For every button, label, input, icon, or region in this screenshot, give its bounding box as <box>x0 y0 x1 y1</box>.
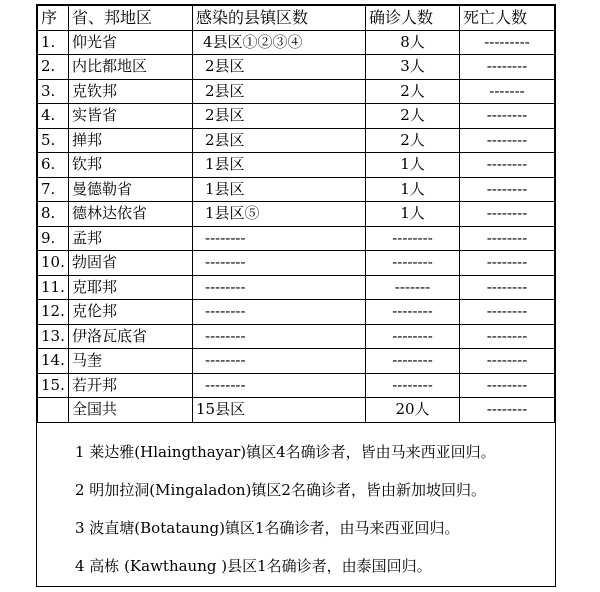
province-cell: 马奎 <box>69 349 193 374</box>
table-row <box>38 324 555 349</box>
province-cell: 钦邦 <box>69 153 193 178</box>
confirmed-cell: 8人 <box>366 30 460 55</box>
table-row <box>38 251 555 276</box>
confirmed-cell: -------- <box>366 373 460 398</box>
infected-cell: 2县区 <box>193 128 366 153</box>
confirmed-cell: 2人 <box>366 104 460 129</box>
row-number: 11. <box>38 275 69 300</box>
table-row <box>38 275 555 300</box>
row-number: 1. <box>38 30 69 55</box>
deaths-cell: --------- <box>460 30 555 55</box>
confirmed-cell: -------- <box>366 324 460 349</box>
confirmed-cell: 2人 <box>366 79 460 104</box>
confirmed-cell: -------- <box>366 251 460 276</box>
case-table <box>37 5 555 423</box>
total-row <box>38 398 555 423</box>
table-row <box>38 153 555 178</box>
infected-cell: 1县区⑤ <box>193 202 366 227</box>
deaths-cell: -------- <box>460 349 555 374</box>
deaths-cell: ------- <box>460 79 555 104</box>
deaths-cell: -------- <box>460 251 555 276</box>
row-number: 13. <box>38 324 69 349</box>
deaths-cell: -------- <box>460 55 555 80</box>
province-cell: 仰光省 <box>69 30 193 55</box>
province-cell: 孟邦 <box>69 226 193 251</box>
table-row <box>38 300 555 325</box>
header-confirmed: 确诊人数 <box>366 6 460 31</box>
confirmed-cell: ------- <box>366 275 460 300</box>
footnote: 1 莱达雅(Hlaingthayar)镇区4名确诊者，皆由马来西亚回归。 <box>75 443 496 461</box>
confirmed-cell: 3人 <box>366 55 460 80</box>
row-number: 12. <box>38 300 69 325</box>
infected-cell: 1县区 <box>193 153 366 178</box>
province-cell: 克钦邦 <box>69 79 193 104</box>
table-row <box>38 30 555 55</box>
row-number: 6. <box>38 153 69 178</box>
province-cell: 实皆省 <box>69 104 193 129</box>
infected-cell: -------- <box>193 300 366 325</box>
infected-cell: -------- <box>193 349 366 374</box>
confirmed-cell: -------- <box>366 300 460 325</box>
infected-cell: -------- <box>193 275 366 300</box>
row-number: 10. <box>38 251 69 276</box>
header-row <box>38 6 555 31</box>
deaths-cell: -------- <box>460 177 555 202</box>
table-row <box>38 373 555 398</box>
province-cell: 克伦邦 <box>69 300 193 325</box>
total-deaths: -------- <box>460 398 555 423</box>
header-seq: 序 <box>38 6 69 31</box>
table-row <box>38 202 555 227</box>
table-row <box>38 226 555 251</box>
deaths-cell: -------- <box>460 226 555 251</box>
province-cell: 伊洛瓦底省 <box>69 324 193 349</box>
confirmed-cell: -------- <box>366 349 460 374</box>
province-cell: 内比都地区 <box>69 55 193 80</box>
deaths-cell: -------- <box>460 275 555 300</box>
deaths-cell: -------- <box>460 104 555 129</box>
table-row <box>38 104 555 129</box>
confirmed-cell: -------- <box>366 226 460 251</box>
total-label: 全国共 <box>69 398 193 423</box>
infected-cell: 2县区 <box>193 104 366 129</box>
infected-cell: -------- <box>193 226 366 251</box>
deaths-cell: -------- <box>460 153 555 178</box>
row-number: 14. <box>38 349 69 374</box>
deaths-cell: -------- <box>460 202 555 227</box>
confirmed-cell: 1人 <box>366 202 460 227</box>
header-deaths: 死亡人数 <box>460 6 555 31</box>
footnote: 4 高栋 (Kawthaung )县区1名确诊者，由泰国回归。 <box>75 557 432 575</box>
footnote: 3 波直塘(Botataung)镇区1名确诊者，由马来西亚回归。 <box>75 519 460 537</box>
deaths-cell: -------- <box>460 373 555 398</box>
province-cell: 德林达依省 <box>69 202 193 227</box>
row-number: 5. <box>38 128 69 153</box>
row-number: 2. <box>38 55 69 80</box>
province-cell: 掸邦 <box>69 128 193 153</box>
confirmed-cell: 2人 <box>366 128 460 153</box>
header-province: 省、邦地区 <box>69 6 193 31</box>
province-cell: 克耶邦 <box>69 275 193 300</box>
deaths-cell: -------- <box>460 300 555 325</box>
infected-cell: -------- <box>193 251 366 276</box>
table-row <box>38 55 555 80</box>
row-number: 8. <box>38 202 69 227</box>
total-infected: 15县区 <box>193 398 366 423</box>
infected-cell: 2县区 <box>193 55 366 80</box>
row-number: 15. <box>38 373 69 398</box>
infected-cell: -------- <box>193 373 366 398</box>
row-number: 4. <box>38 104 69 129</box>
infected-cell: 1县区 <box>193 177 366 202</box>
infected-cell: 4县区①②③④ <box>193 30 366 55</box>
row-number: 3. <box>38 79 69 104</box>
table-row <box>38 128 555 153</box>
province-cell: 曼德勒省 <box>69 177 193 202</box>
row-number: 9. <box>38 226 69 251</box>
total-confirmed: 20人 <box>366 398 460 423</box>
footnote: 2 明加拉洞(Mingaladon)镇区2名确诊者，皆由新加坡回归。 <box>75 481 486 499</box>
table-row <box>38 79 555 104</box>
province-cell: 勃固省 <box>69 251 193 276</box>
province-cell: 若开邦 <box>69 373 193 398</box>
row-number: 7. <box>38 177 69 202</box>
infected-cell: -------- <box>193 324 366 349</box>
deaths-cell: -------- <box>460 324 555 349</box>
header-infected: 感染的县镇区数 <box>193 6 366 31</box>
confirmed-cell: 1人 <box>366 153 460 178</box>
table-row <box>38 349 555 374</box>
document-sheet <box>36 4 556 587</box>
confirmed-cell: 1人 <box>366 177 460 202</box>
deaths-cell: -------- <box>460 128 555 153</box>
table-row <box>38 177 555 202</box>
infected-cell: 2县区 <box>193 79 366 104</box>
